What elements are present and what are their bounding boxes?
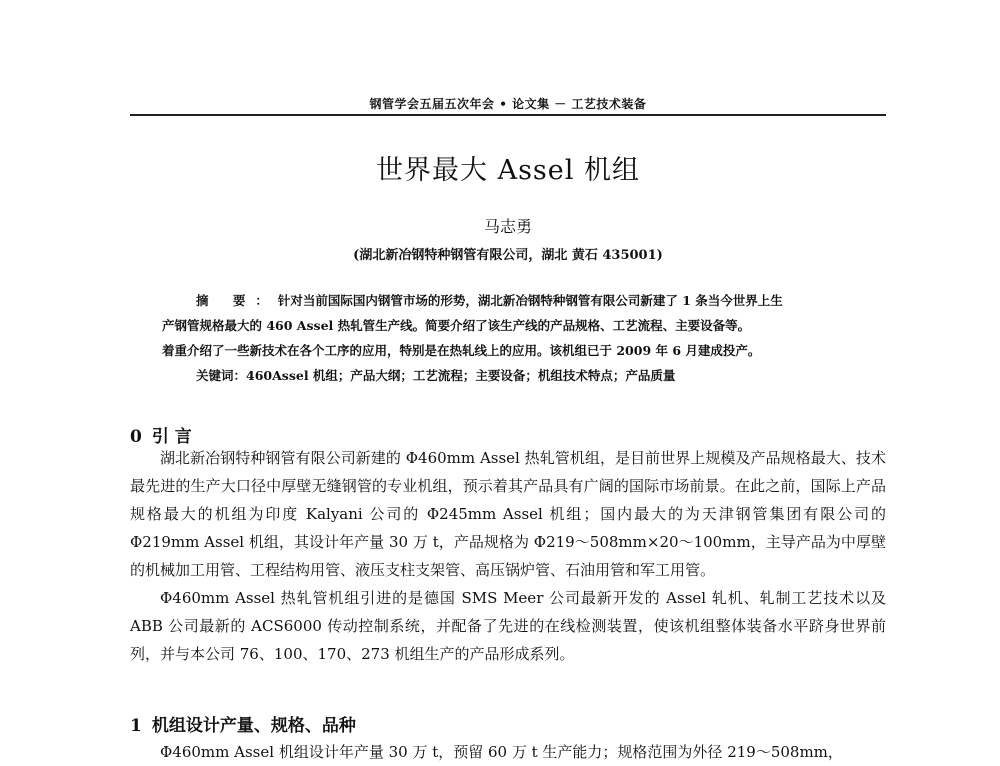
section-title: 机组设计产量、规格、品种 bbox=[151, 716, 356, 736]
abstract-text: 针对当前国际国内钢管市场的形势，湖北新冶钢特种钢管有限公司新建了 1 条当今世界上生 bbox=[277, 293, 783, 308]
section-number: 1 bbox=[130, 716, 142, 736]
abstract-label: 摘 要： bbox=[196, 293, 278, 308]
paragraph: Φ460mm Assel 机组设计年产量 30 万 t，预留 60 万 t 生产能力；规格范围为外径 219～508mm， bbox=[160, 743, 843, 761]
keywords-text: 460Assel 机组；产品大纲；工艺流程；主要设备；机组技术特点；产品质量 bbox=[246, 368, 676, 383]
section-body bbox=[130, 444, 886, 668]
author-name: 马志勇 bbox=[483, 217, 532, 236]
author-affiliation: (湖北新冶钢特种钢管有限公司，湖北 黄石 435001) bbox=[353, 248, 663, 263]
abstract-line: 着重介绍了一些新技术在各个工序的应用，特别是在热轧线上的应用。该机组已于 2009 年 6 月建成投产。 bbox=[162, 343, 761, 358]
running-header: 钢管学会五届五次年会 • 论文集 － 工艺技术装备 bbox=[369, 97, 647, 111]
paragraph: 湖北新冶钢特种钢管有限公司新建的 Φ460mm Assel 热轧管机组，是目前世界上规模及产品规格最大、技术最先进的生产大口径中厚壁无缝钢管的专业机组，预示着其产品具有广阔的国际市场前景。在此之前，国际上产品规格最大的机组为印度 Kalyani 公司的 Φ245mm Assel 机组；国内最大的为天津钢管集团有限公司的 Φ219mm Assel 机组，其设计年产量 30 万 t，产品规格为 Φ219～508mm×20～100mm，主导产品为中厚壁的机械加工用管、工程结构用管、液压支柱支架管、高压锅炉管、石油用管和军工用管。 bbox=[130, 449, 886, 579]
section-heading bbox=[130, 711, 356, 736]
section-title: 引 言 bbox=[151, 427, 192, 447]
paper-title: 世界最大 Assel 机组 bbox=[376, 155, 640, 186]
paragraph: Φ460mm Assel 热轧管机组引进的是德国 SMS Meer 公司最新开发的 Assel 轧机、轧制工艺技术以及 ABB 公司最新的 ACS6000 传动控制系统，并配备了先进的在线检测装置，使该机组整体装备水平跻身世界前列，并与本公司 76、100、170、273 机组生产的产品形成系列。 bbox=[130, 589, 886, 663]
abstract-line: 产钢管规格最大的 460 Assel 热轧管生产线。简要介绍了该生产线的产品规格、工艺流程、主要设备等。 bbox=[162, 318, 751, 333]
abstract-line bbox=[162, 288, 856, 313]
section-body bbox=[130, 738, 886, 766]
keywords-line bbox=[162, 363, 856, 388]
section-number: 0 bbox=[130, 427, 142, 447]
abstract-block bbox=[162, 288, 856, 388]
header-rule bbox=[130, 114, 886, 116]
keywords-label: 关键词： bbox=[196, 368, 247, 383]
